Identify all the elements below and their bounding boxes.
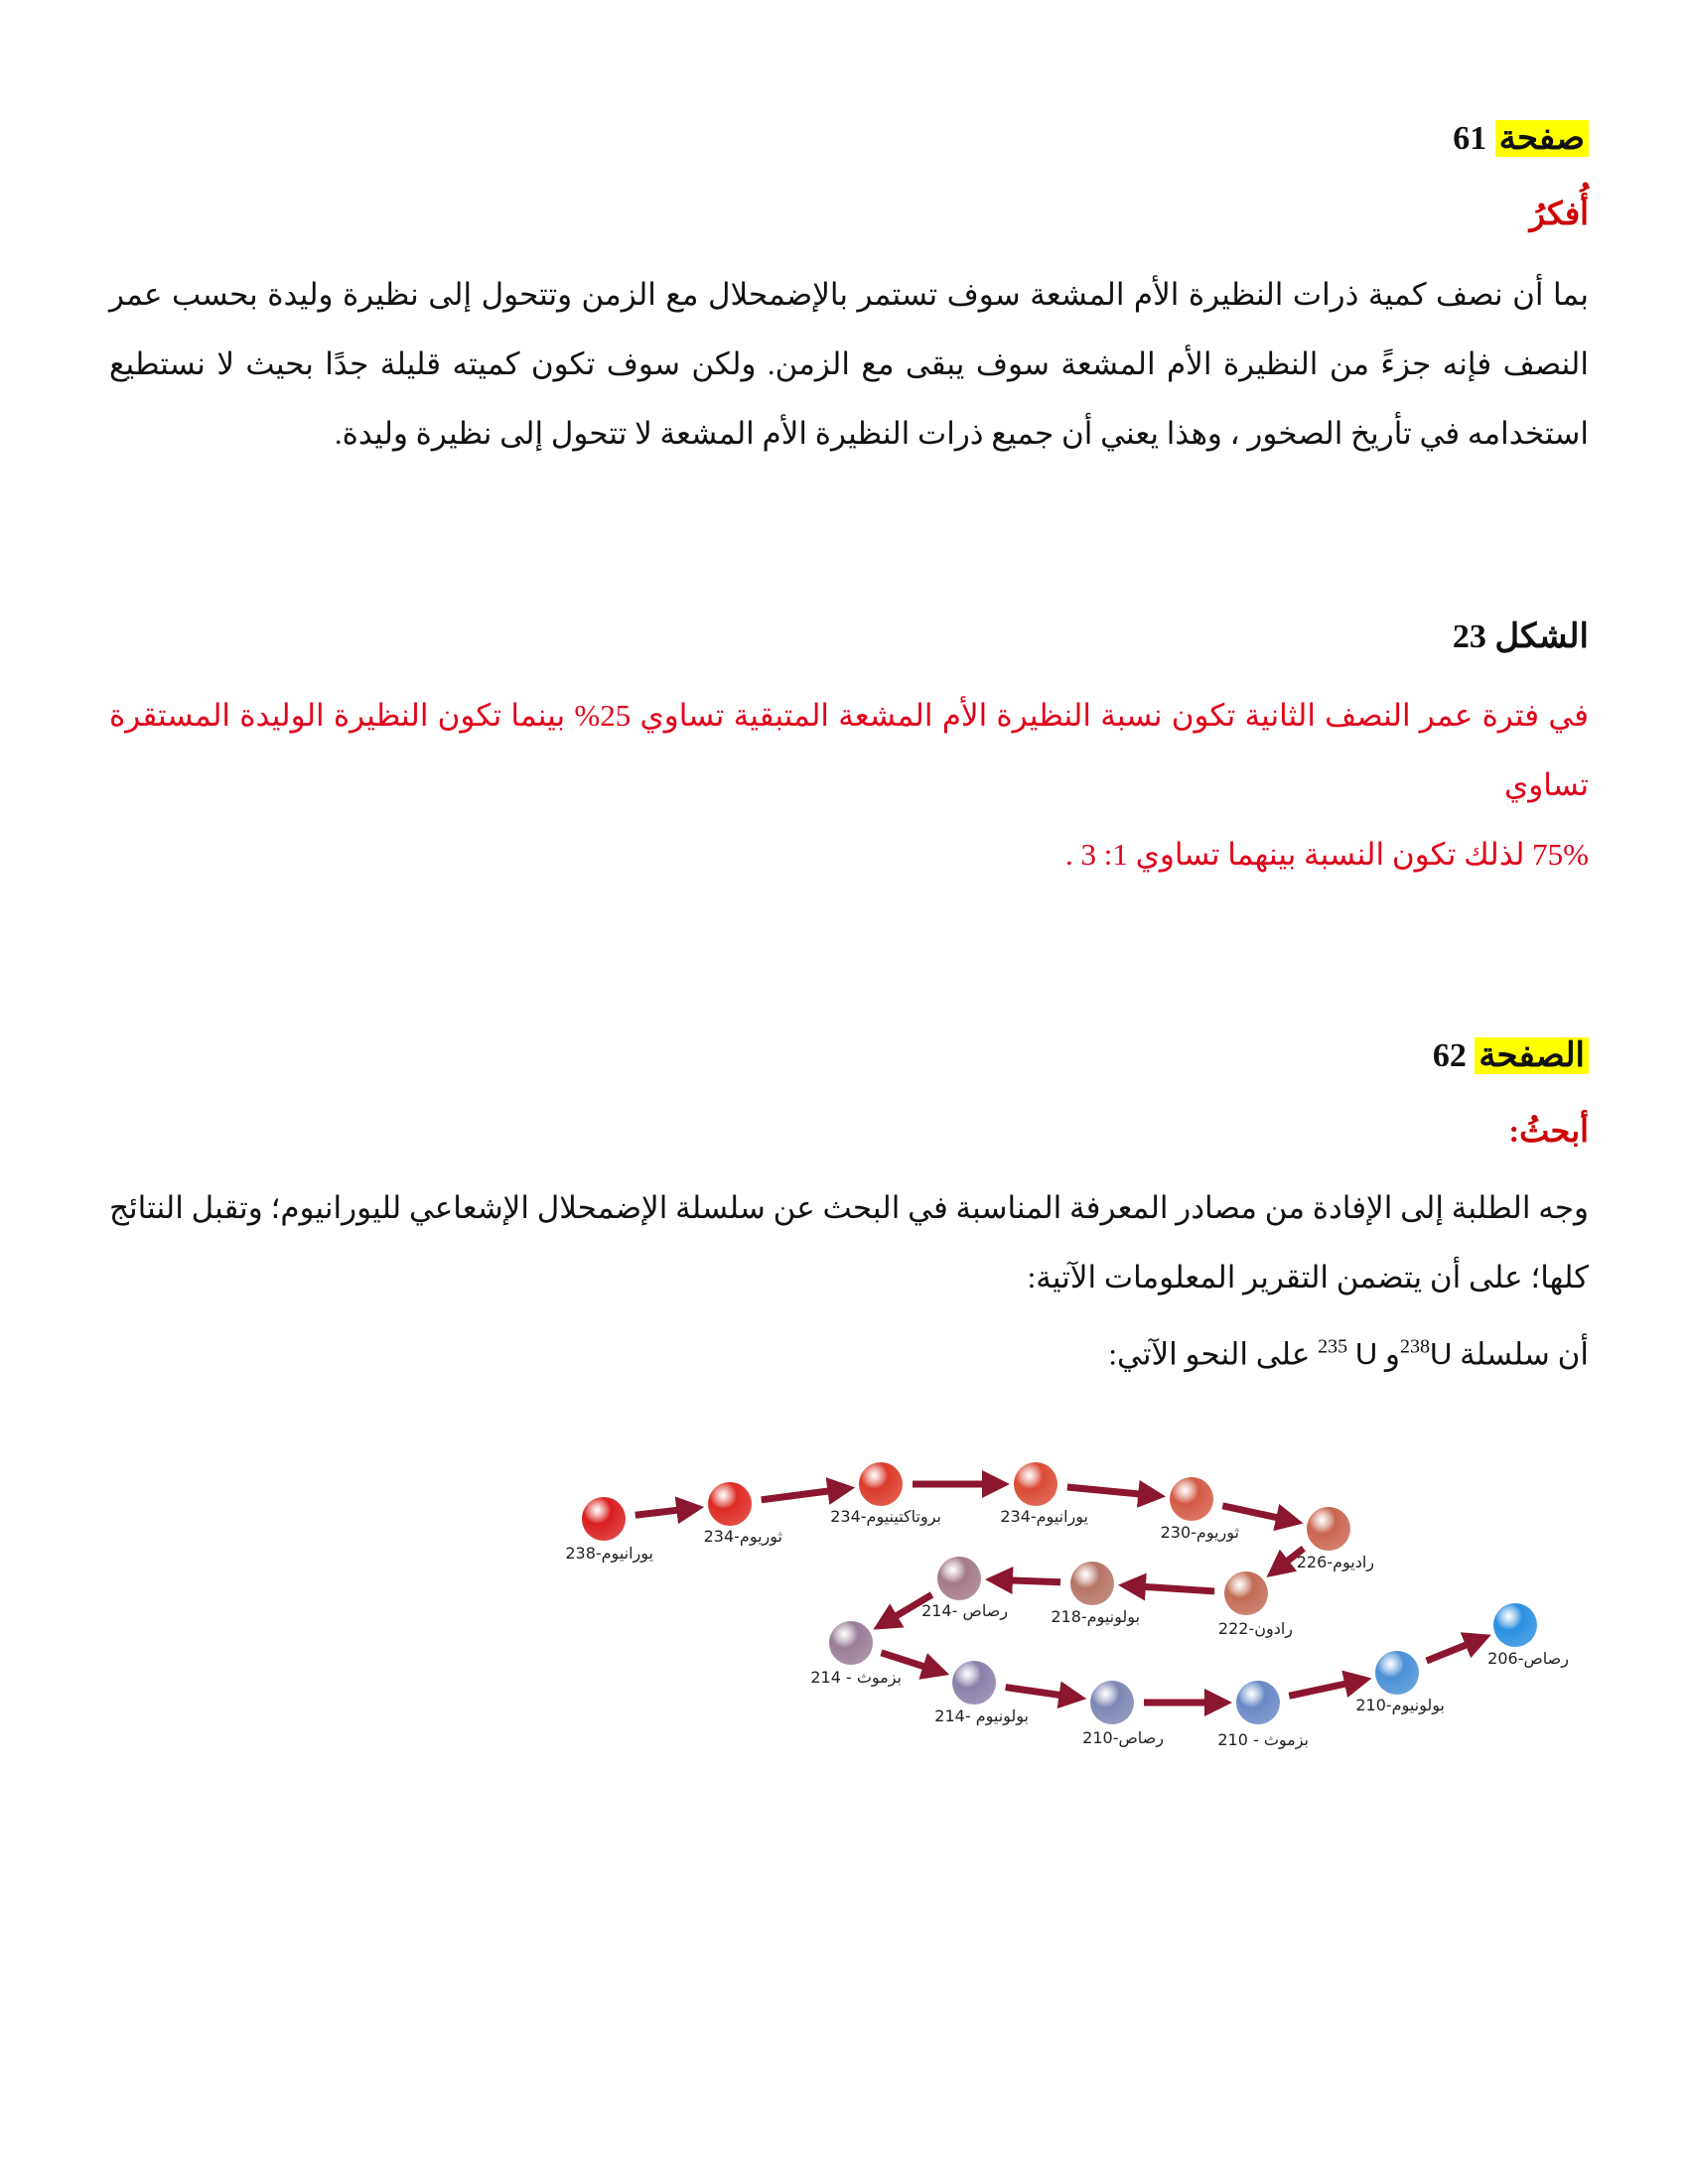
page-61-heading [109, 109, 1589, 169]
isotope-label: بولونيوم -214 [934, 1706, 1029, 1725]
isotope-ball [582, 1497, 626, 1541]
page-62-heading-word: الصفحة [1475, 1037, 1589, 1074]
uranium-decay-chain-diagram [536, 1444, 1589, 1802]
series-suffix: على النحو الآتي: [1108, 1336, 1311, 1372]
isotope-ball [859, 1462, 903, 1506]
page-62-heading [109, 1026, 1589, 1086]
isotope-ball [952, 1661, 996, 1705]
research-paragraph: وجه الطلبة إلى الإفادة من مصادر المعرفة المناسبة في البحث عن سلسلة الإضمحلال الإشعاعي لليورانيوم؛ وتقبل النتائج كلها؛ على أن يتضمن التقرير المعلومات الآتية: [109, 1190, 1589, 1295]
decay-arrow [635, 1509, 690, 1516]
decay-arrow [1132, 1586, 1214, 1591]
think-paragraph: بما أن نصف كمية ذرات النظيرة الأم المشعة سوف تستمر بالإضمحلال مع الزمن وتتحول إلى نظيرة وليدة بحسب عمر النصف فإنه جزءً من النظيرة الأم المشعة سوف يبقى مع الزمن. ولكن سوف تكون كميته قليلة جدًا بحيث لا نستطيع استخدامه في تأريخ الصخور ، وهذا يعني أن جميع ذرات النظيرة الأم المشعة لا تتحول إلى نظيرة وليدة. [109, 277, 1589, 451]
decay-arrow [1427, 1640, 1478, 1661]
isotope-ball [829, 1621, 873, 1665]
uranium-235-symbol: U [1354, 1336, 1378, 1372]
isotope-ball [1090, 1681, 1134, 1724]
decay-arrow [1222, 1506, 1290, 1521]
isotope-label: يورانيوم-238 [565, 1544, 653, 1563]
think-label: أُفكرُ [1529, 196, 1589, 231]
decay-arrow [762, 1489, 842, 1500]
isotope-ball [1493, 1603, 1537, 1647]
isotope-ball [1375, 1651, 1419, 1695]
isotope-ball [1236, 1681, 1280, 1724]
uranium-series-line [109, 1312, 1589, 1389]
figure-23-answer [109, 681, 1589, 889]
isotope-label: رادون-222 [1217, 1619, 1293, 1638]
isotope-ball [1014, 1462, 1057, 1506]
isotope-ball [937, 1557, 981, 1600]
isotope-label: بروتاكتينيوم-234 [830, 1507, 941, 1526]
uranium-238-mass: 238 [1399, 1336, 1430, 1358]
isotope-label: ثوريوم-234 [703, 1527, 782, 1546]
uranium-238-symbol: U [1429, 1336, 1453, 1372]
figure-23-heading: الشكل 23 [1452, 618, 1589, 655]
page-62-heading-number: 62 [1432, 1037, 1467, 1074]
decay-arrow [1006, 1688, 1073, 1698]
figure-23-answer-line1: في فترة عمر النصف الثانية تكون نسبة النظيرة الأم المشعة المتبقية تساوي 25% بينما تكون النظيرة الوليدة المستقرة تساوي [109, 698, 1589, 802]
uranium-235-mass: 235 [1318, 1336, 1348, 1358]
series-prefix: أن سلسلة [1452, 1336, 1589, 1372]
decay-arrow [1067, 1487, 1152, 1495]
isotope-label: بزموث - 214 [810, 1668, 902, 1687]
decay-arrow [999, 1579, 1060, 1581]
isotope-ball [1307, 1507, 1350, 1551]
page-61-heading-number: 61 [1453, 120, 1487, 157]
research-label: أبحثُ: [1508, 1113, 1589, 1149]
isotope-label: بولونيوم-218 [1051, 1607, 1140, 1626]
isotope-label: ثوريوم-230 [1160, 1523, 1239, 1542]
isotope-ball [708, 1482, 752, 1526]
isotope-ball [1070, 1562, 1114, 1605]
decay-arrow [1289, 1681, 1358, 1696]
isotope-label: بزموث - 210 [1217, 1730, 1309, 1749]
document-page [109, 109, 1589, 1389]
isotope-label: راديوم-226 [1296, 1553, 1374, 1571]
isotope-label: يورانيوم-234 [1000, 1507, 1088, 1526]
figure-23-answer-line2: 75% لذلك تكون النسبة بينهما تساوي 1: 3 . [1064, 837, 1589, 872]
isotope-label: رصاص-206 [1487, 1649, 1569, 1668]
series-and: و [1377, 1336, 1400, 1372]
isotope-label: بولونيوم-210 [1355, 1696, 1445, 1714]
isotope-ball [1170, 1477, 1213, 1521]
page-61-heading-word: صفحة [1495, 120, 1589, 157]
isotope-ball [1224, 1571, 1268, 1615]
isotope-label: رصاص-210 [1082, 1728, 1164, 1747]
isotope-label: رصاص -214 [921, 1601, 1008, 1620]
